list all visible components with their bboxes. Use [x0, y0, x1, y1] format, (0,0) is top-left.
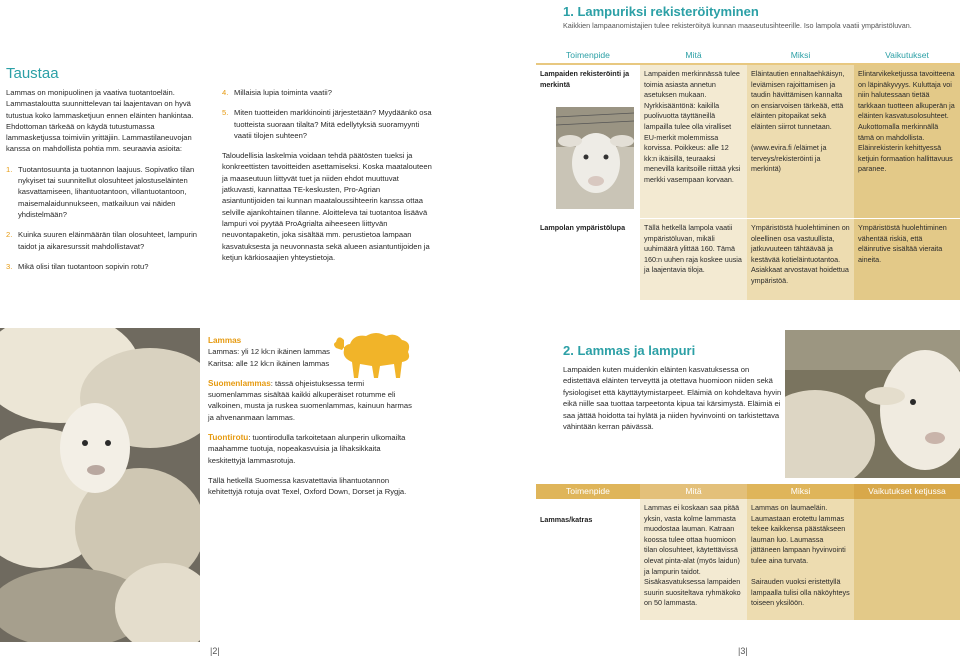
question-number: 3. [6, 261, 13, 271]
table-cell [854, 499, 960, 621]
page-number-right: |3| [738, 646, 748, 656]
glossary-entry-tuontirotu [208, 432, 413, 466]
question-item [222, 87, 434, 98]
column-header: Vaikutukset [854, 48, 960, 63]
table-cell: Lammas on laumaeläin. Laumastaan erotettu lammas tekee kaikkensa päästäkseen lauman luo. Laumassa jättäneen lampaan hyvinvointi tulee aina turvata. Sairauden vuoksi eristettyllä lampaalla tulisi olla näköyhteys toiseen yksilöön. [747, 499, 854, 621]
table-row [536, 65, 960, 219]
question-text: Millaisia lupia toiminta vaatii? [234, 88, 332, 97]
table-cell: Ympäristöstä huolehtiminen on oleellinen osa vastuullista, jatkuvuuteen tähtäävää ja kestävää kotieläintuotantoa. Asiakkaat arvostavat hoidettua ympäristöä. [747, 219, 854, 301]
taustaa-paragraph: Lammas on monipuolinen ja vaativa tuotantoeläin. Lammastaloutta suunnittelevan tai laajentavan on hyvä tutustua koko lammasketjuun ennen eläinten hankintaa. Ehdottoman tärkeää on käydä tutustumassa lammasketjussa toimiviin yrittäjiin. Lammastilaneuvojan kanssa on mahdollista pohtia mm. seuraavia asioita: [6, 88, 194, 154]
sheep-photo [556, 107, 634, 209]
question-text: Tuotantosuunta ja tuotannon laajuus. Sopivatko tilan nykyiset tai suunnitellut olosuhteet jalostuseläinten kasvattamiseen, lihantuotantoon, villantuotantoon, maisemalaidunnukseen, matkailuun vai näiden yhdistelmään? [18, 164, 195, 219]
column-header: Mitä [640, 48, 747, 63]
taustaa-column-1 [6, 87, 211, 272]
table-cell: Lammas/katras [536, 499, 640, 621]
table-row [536, 219, 960, 301]
table-cell: Ympäristöstä huolehtiminen vähentää riskiä, että eläinrutive sisältää vieraita aineita. [854, 219, 960, 301]
glossary-entry-suomenlammas [208, 378, 413, 423]
sheep-portrait-image [785, 330, 960, 478]
taustaa-closing: Taloudellisia laskelmia voidaan tehdä päätösten tueksi ja konkreettisten tavoitteiden asettamiseksi. Koska maatalouteen ja maaseutuun liittyvät tuet ja niiden ehdot muuttuvat jatkuvasti, kannattaa TE-keskusten, Pro-Agrian asiantuntijoiden tai kunnan maataloussihteerin kanssa ottaa selville ajankohtainen tilanne. Aloitteleva tai tuotantoa lisäävä lampuri voi pyytää ProAgrialta aiheeseen liittyvän neuvontapaketin, joka sisältää mm. perustietoa lampaan kasvatuksesta ja neuvonnasta sekä alueen asiantuntijoiden ja ketjun kärkiosaajien yhteystietoja. [222, 151, 432, 262]
question-number: 5. [222, 108, 229, 118]
glossary-definition: : tässä ohjeistuksessa termi suomenlammas sisältää kaikki alkuperäiset rotumme eli valkoinen, musta ja ruskea suomenlammas, kainuun harmas ja ahvenanmaan lammas. [208, 378, 412, 422]
sheep-face-image [556, 107, 634, 209]
question-number: 1. [6, 164, 13, 174]
chapter-intro: Kaikkien lampaanomistajien tulee rekisteröityä kunnan maaseutusihteerille. Iso lampola vaatii ympäristöluvan. [563, 21, 912, 30]
glossary-closing: Tällä hetkellä Suomessa kasvatettavia lihantuotannon kehitettyjä rotuja ovat Texel, Oxford Down, Dorset ja Rygja. [208, 475, 407, 497]
section-title-taustaa: Taustaa [6, 65, 59, 82]
sheep-flock-image [0, 328, 200, 642]
question-text: Miten tuotteiden markkinointi järjestetään? Myydäänkö osa tuotteista suoraan tilalta? Mitä edellytyksiä suoramyynti vaatii tilojen suhteen? [234, 108, 432, 140]
glossary-line: Lammas: yli 12 kk:n ikäinen lammas [208, 347, 330, 357]
column-header: Toimenpide [536, 48, 640, 63]
table-cell: Lampolan ympäristölupa [536, 219, 640, 301]
glossary-definition: : tuontirodulla tarkoitetaan alunperin ulkomailta maahamme tuotuja, nopeakasvuisia ja lihaksikkaita keskitettyjä lammasrotuja. [208, 433, 406, 465]
column-header: Vaikutukset ketjussa [854, 484, 960, 499]
table-cell [536, 65, 640, 219]
table-cell: Eläintautien ennaltaehkäisyn, leviämisen rajoittamisen ja taudin hävittämisen kannalta on ensiarvoisen tärkeää, että eläinten pitopaikat sekä eläinten siirrot tunnetaan. (www.evira.fi /eläimet ja terveys/rekisteröinti ja merkintä) [747, 65, 854, 219]
question-text: Kuinka suuren eläinmäärän tilan olosuhteet, lampurin taidot ja aikaresurssit mahdollistavat? [18, 230, 197, 251]
table-measures-1 [536, 48, 960, 301]
table-measures-2 [536, 484, 960, 621]
table-cell: Elintarvikeketjussa tavoitteena on läpinäkyvyys. Kuluttaja voi niin halutessaan tietää tarkkaan tuotteen alkuperän ja eläinten kasvatusolosuhteet. Aukottomalla merkinnällä tämä on mahdollista. Eläinrekisterin kehittyessä ketjuin formaation hallittavuus paranee. [854, 65, 960, 219]
question-item [6, 229, 211, 252]
question-item [6, 164, 211, 220]
question-item [222, 107, 434, 141]
glossary-line: Karitsa: alle 12 kk:n ikäinen lammas [208, 358, 330, 368]
question-number: 4. [222, 88, 229, 97]
question-item [6, 261, 211, 272]
table-cell: Tällä hetkellä lampola vaatii ympäristöluvan, mikäli uuhimäärä ylittää 160. Tämä 160:n uuhen raja koskee uusia ja laajentavia tiloja. [640, 219, 747, 301]
page-number-left: |2| [210, 646, 220, 656]
chapter-title: 1. Lampuriksi rekisteröityminen [563, 4, 759, 19]
column-header: Miksi [747, 48, 854, 63]
glossary-title: Lammas [208, 336, 242, 345]
glossary-term: Tuontirotu [208, 433, 249, 443]
taustaa-column-2 [222, 87, 434, 263]
sheep-flock-photo [0, 328, 200, 642]
question-number: 2. [6, 230, 13, 240]
glossary-lammas [208, 335, 413, 498]
glossary-term: Suomenlammas [208, 378, 271, 388]
table-row [536, 499, 960, 621]
table-cell: Lammas ei koskaan saa pitää yksin, vasta kolme lammasta muodostaa lauman. Katraan koossa tulee ottaa huomioon tilan olosuhteet, käytettävissä olevat pinta-alat (myös laidun) ja lampurin taidot. Sisäkasvatuksessa lampaiden suurin suositeltava ryhmäkoko on 50 lammasta. [640, 499, 747, 621]
column-header: Toimenpide [536, 484, 640, 499]
column-header: Mitä [640, 484, 747, 499]
column-header: Miksi [747, 484, 854, 499]
section2-paragraph: Lampaiden kuten muidenkin eläinten kasvatuksessa on edistettävä eläinten terveyttä ja otettava huomioon niiden sekä fysiologiset että käyttäytymistarpeet. Eläimiä on kohdeltava hyvin eikä niille saa tuottaa tarpeetonta kipua tai kärsimystä. Eläimiä ei saa jättää hoidotta tai hylätä ja niiden hyvinvointi on tarkistettava vähintään kerran päivässä. [563, 365, 782, 432]
sheep-portrait-photo [785, 330, 960, 478]
table-header [536, 484, 960, 499]
table-cell: Lampaiden merkinnässä tulee toimia asiasta annetun asetuksen mukaan. Nyrkkisääntönä: kaikilla puolivuotta täyttäneillä lampailla tulee olla viralliset EU-merkit molemmissa korvissa. Poikkeus: alle 12 kk:n ikäisillä, teuraaksi menevillä karitsoille riittää yksi merkki vasempaan korvaan. [640, 65, 747, 219]
cell-text: Lampaiden rekisteröinti ja merkintä [540, 69, 630, 89]
table-header [536, 48, 960, 63]
question-text: Mikä olisi tilan tuotantoon sopivin rotu? [18, 261, 149, 271]
section-title-lammas-ja-lampuri: 2. Lammas ja lampuri [563, 343, 696, 358]
